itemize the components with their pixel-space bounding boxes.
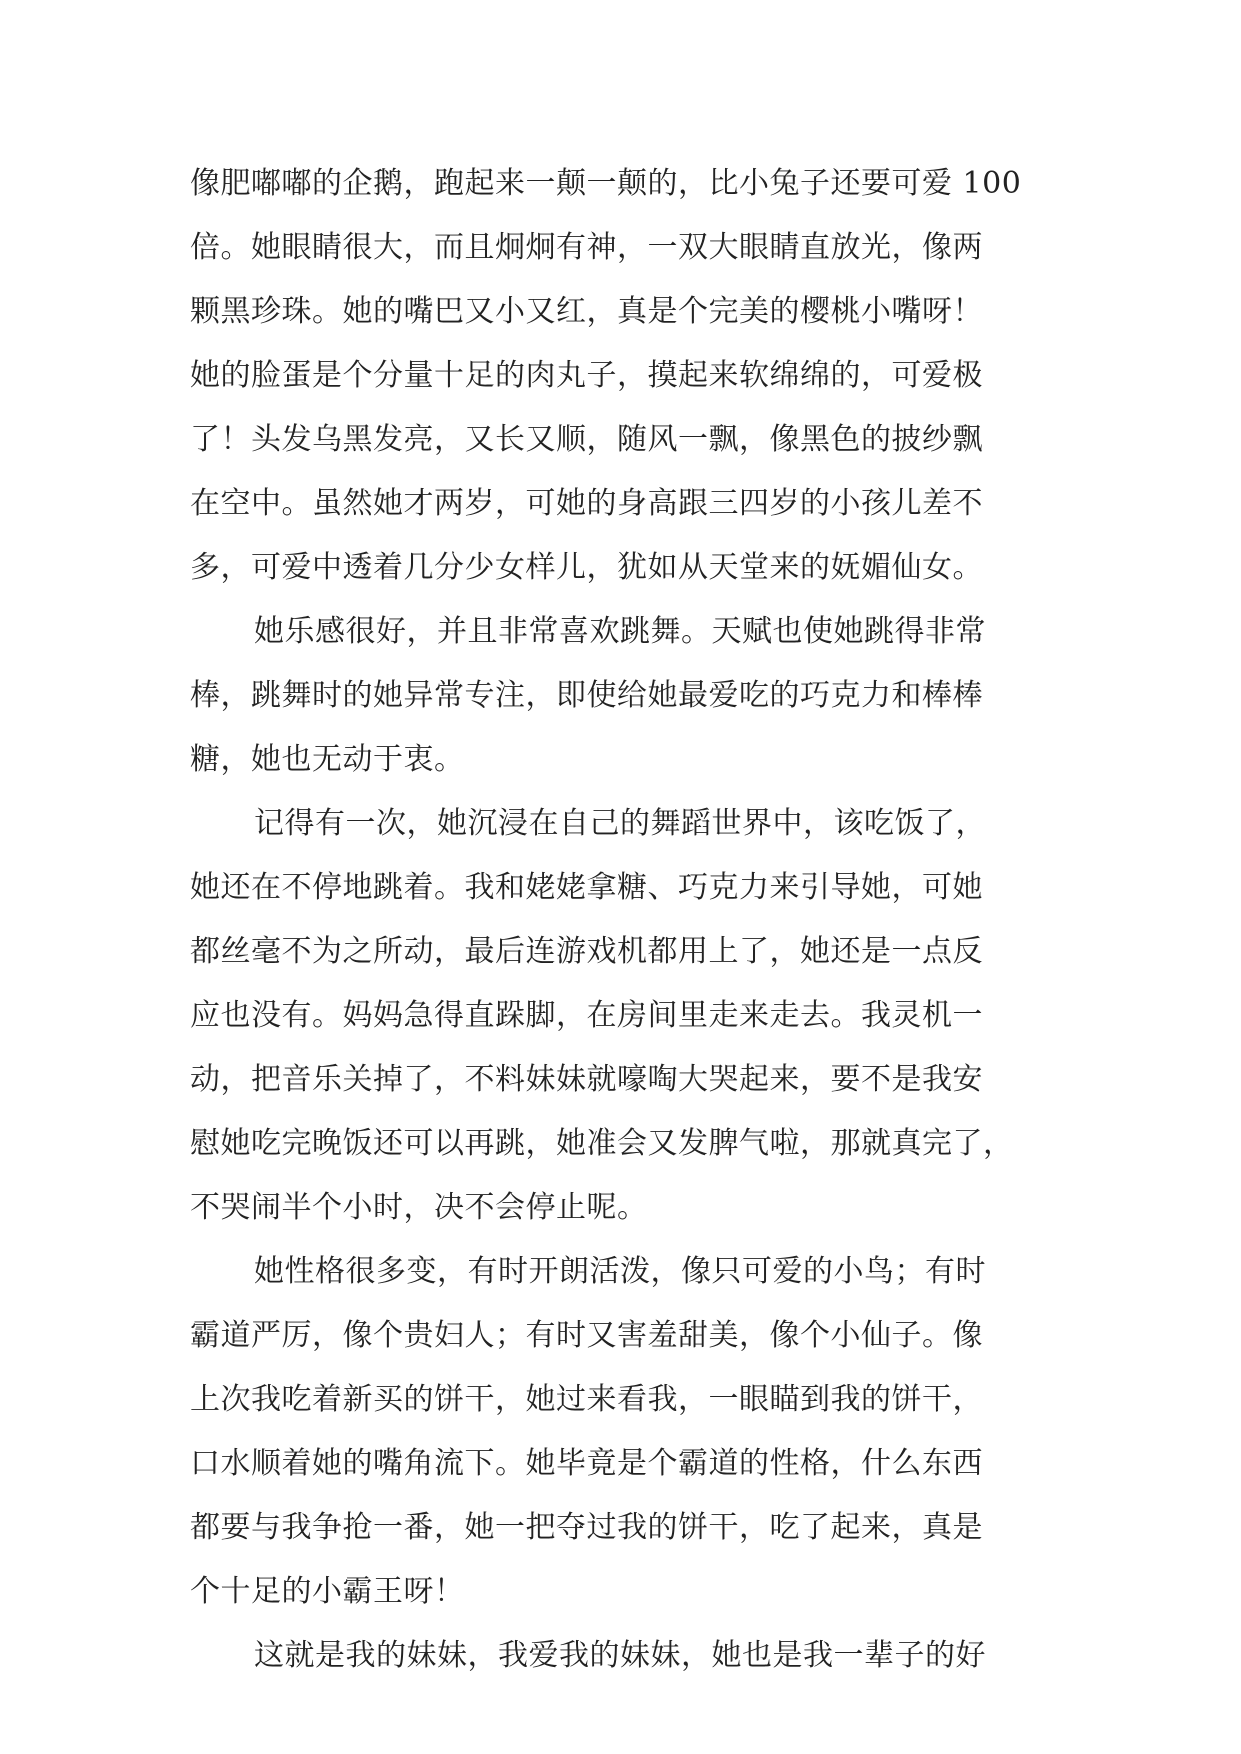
text-line: 她乐感很好，并且非常喜欢跳舞。天赋也使她跳得非常 xyxy=(254,614,986,649)
text-line: 糖，她也无动于衷。 xyxy=(190,742,465,777)
paragraph xyxy=(190,600,1052,792)
text-line: 多，可爱中透着几分少女样儿，犹如从天堂来的妩媚仙女。 xyxy=(190,550,983,585)
text-line: 不哭闹半个小时，决不会停止呢。 xyxy=(190,1190,648,1225)
paragraph xyxy=(190,152,1052,600)
text-line: 都要与我争抢一番，她一把夺过我的饼干，吃了起来，真是 xyxy=(190,1510,983,1545)
text-line: 上次我吃着新买的饼干，她过来看我，一眼瞄到我的饼干， xyxy=(190,1382,983,1417)
paragraph xyxy=(190,1240,1052,1624)
text-line: 个十足的小霸王呀！ xyxy=(190,1574,465,1609)
text-line: 霸道严厉，像个贵妇人；有时又害羞甜美，像个小仙子。像 xyxy=(190,1318,983,1353)
text-line: 口水顺着她的嘴角流下。她毕竟是个霸道的性格，什么东西 xyxy=(190,1446,983,1481)
text-line: 记得有一次，她沉浸在自己的舞蹈世界中，该吃饭了， xyxy=(254,806,986,841)
text-line: 慰她吃完晚饭还可以再跳，她准会又发脾气啦，那就真完了， xyxy=(190,1126,1014,1161)
text-line: 了！头发乌黑发亮，又长又顺，随风一飘，像黑色的披纱飘 xyxy=(190,422,983,457)
text-line: 在空中。虽然她才两岁，可她的身高跟三四岁的小孩儿差不 xyxy=(190,486,983,521)
text-line: 颗黑珍珠。她的嘴巴又小又红，真是个完美的樱桃小嘴呀！ xyxy=(190,294,983,329)
text-line: 她性格很多变，有时开朗活泼，像只可爱的小鸟；有时 xyxy=(254,1254,986,1289)
text-line: 都丝毫不为之所动，最后连游戏机都用上了，她还是一点反 xyxy=(190,934,983,969)
paragraph xyxy=(190,1624,1052,1688)
text-line: 应也没有。妈妈急得直跺脚，在房间里走来走去。我灵机一 xyxy=(190,998,983,1033)
text-line: 棒，跳舞时的她异常专注，即使给她最爱吃的巧克力和棒棒 xyxy=(190,678,983,713)
paragraph xyxy=(190,792,1052,1240)
text-line: 像肥嘟嘟的企鹅，跑起来一颠一颠的，比小兔子还要可爱 100 xyxy=(190,166,1022,201)
text-line: 她的脸蛋是个分量十足的肉丸子，摸起来软绵绵的，可爱极 xyxy=(190,358,983,393)
text-line: 她还在不停地跳着。我和姥姥拿糖、巧克力来引导她，可她 xyxy=(190,870,983,905)
text-line: 动，把音乐关掉了，不料妹妹就嚎啕大哭起来，要不是我安 xyxy=(190,1062,983,1097)
document-body xyxy=(190,152,1052,1688)
text-line: 倍。她眼睛很大，而且炯炯有神，一双大眼睛直放光，像两 xyxy=(190,230,983,265)
text-line: 这就是我的妹妹，我爱我的妹妹，她也是我一辈子的好 xyxy=(254,1638,986,1673)
